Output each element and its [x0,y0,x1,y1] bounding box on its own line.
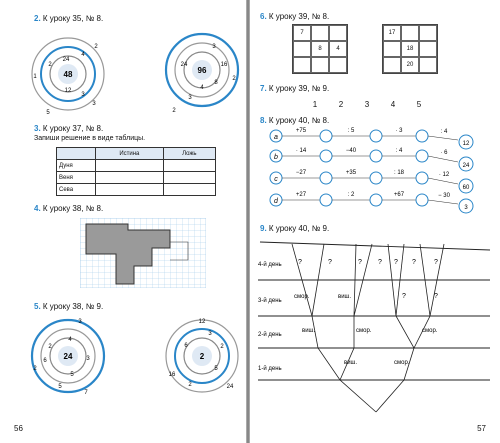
grid-cell [329,25,347,41]
grid-cell [293,41,311,57]
chain-start-label: d [274,198,278,205]
ring-label: 3 [208,331,212,337]
grid-cell: 7 [293,25,311,41]
exercise-number: 7. [260,84,267,93]
grid-cell [311,57,329,73]
chain-d [270,192,473,213]
exercise-8-heading [260,116,329,125]
center-value: 24 [63,352,73,361]
chain-operation: : 4 [440,129,448,135]
table-header [57,148,96,160]
table-cell: Дуня [57,160,96,172]
chain-operation: +35 [345,170,357,176]
ring-label: 2 [220,344,224,350]
chain-a [270,128,473,149]
exercise-6-heading [260,12,329,21]
table-cell [96,184,164,196]
grid-cell [419,57,437,73]
chain-operation: : 4 [395,148,403,154]
ring-label: 3 [188,95,192,101]
concentric-circles-b [160,26,240,118]
table-row [57,172,216,184]
ring-label: 6 [43,358,47,364]
ring-label: 5 [214,366,218,372]
chain-operation: : 2 [347,192,355,198]
day-label: 3-й день [258,298,282,304]
grid-cell [293,57,311,73]
exercise-3-heading [34,124,103,133]
exercise-5-heading [34,302,103,311]
tree-node-label: ? [394,259,398,266]
chain-node [416,130,428,142]
grid-cell [329,57,347,73]
tree-node-label: смор. [356,328,372,334]
chain-operation: +27 [295,192,307,198]
ring-label: 3 [92,101,96,107]
exercise-number: 5. [34,302,41,311]
ring-label: 7 [84,390,88,396]
table-cell [163,172,215,184]
concentric-circles-c [28,312,108,402]
tree-node-label: ? [358,259,362,266]
chain-end-value: 3 [464,205,468,211]
exercise-title: К уроку 35, № 8. [42,14,104,23]
table-header: Истина [96,148,164,160]
tree-node-label: ? [434,259,438,266]
ring-label: 2 [172,108,176,114]
exercise-number: 8. [260,116,267,125]
sequence-item: 2 [338,100,344,109]
chain-operation: : 18 [393,170,405,176]
table-header: Ложь [163,148,215,160]
tree-node-label: виш. [338,294,352,300]
day-label: 2-й день [258,332,282,338]
chain-operation: −40 [345,148,357,154]
ring-label: 2 [48,62,52,68]
chain-node [370,194,382,206]
exercise-title: К уроку 38, № 8. [42,204,104,213]
exercise-title: К уроку 40, № 9. [268,224,330,233]
exercise-7-heading [260,84,329,93]
tree-node-label: виш. [344,360,358,366]
chain-operation: · 6 [440,150,448,156]
ring-label: 12 [64,88,72,94]
exercise-title: К уроку 39, № 8. [268,12,330,21]
number-grid-a [292,24,348,74]
chain-operation: −27 [295,170,307,176]
grid-cell [383,57,401,73]
branching-tree-diagram [254,236,496,414]
tree-node-label: ? [412,259,416,266]
tree-node-label: смор. [422,328,438,334]
sequence-item: 4 [390,100,396,109]
ring-label: 6 [184,343,188,349]
right-page [250,0,500,443]
grid-cell [419,25,437,41]
tree-node-label: смор. [394,360,410,366]
number-grid-b [382,24,438,74]
ring-label: 8 [214,80,218,86]
chain-node [320,130,332,142]
day-label: 4-й день [258,262,282,268]
ring-label: 3 [212,44,216,50]
chain-operation: +67 [393,192,405,198]
exercise-note: Запиши решение в виде таблицы. [34,135,146,142]
exercise-title: К уроку 39, № 9. [268,84,330,93]
chain-node [370,172,382,184]
chain-c [270,170,473,193]
sequence-item: 1 [312,100,318,109]
ring-label: 3 [86,356,90,362]
center-value: 2 [199,352,205,361]
level-line [260,242,490,250]
tree-node-label: ? [328,259,332,266]
chain-node [370,150,382,162]
chain-start-label: c [274,176,278,183]
grid-cell [419,41,437,57]
ring-label: 16 [168,372,176,378]
exercise-title: К уроку 40, № 8. [268,116,330,125]
page-number: 57 [477,424,486,433]
page-number: 56 [14,424,23,433]
left-page [0,0,246,443]
ring-label: 5 [58,384,62,390]
chain-node [370,130,382,142]
number-sequence [302,100,432,109]
exercise-4-heading [34,204,103,213]
chain-operation: +75 [295,128,307,134]
chain-operation: · 14 [295,148,307,154]
exercise-title: К уроку 38, № 9. [42,302,104,311]
ring-label: 24 [226,384,234,390]
exercise-number: 2. [34,14,41,23]
ring-label: 2 [33,366,37,372]
chain-node [320,150,332,162]
chain-node [320,172,332,184]
grid-cell: 18 [401,41,419,57]
chain-node [416,172,428,184]
table-cell [96,160,164,172]
ring-label: 2 [48,344,52,350]
center-value: 48 [63,70,73,79]
tree-node-label: ? [434,293,438,300]
grid-cell: 4 [329,41,347,57]
chain-operation: : 5 [347,128,355,134]
ring-label: 2 [188,382,192,388]
tree-node-label: виш. [302,328,316,334]
ring-label: 1 [33,74,37,80]
exercise-9-heading [260,224,329,233]
exercise-number: 4. [34,204,41,213]
grid-cell [383,41,401,57]
exercise-number: 3. [34,124,41,133]
grid-cell: 8 [311,41,329,57]
chain-operation: · 12 [438,172,450,178]
chain-operation: − 30 [438,193,450,199]
concentric-circles-a [28,26,108,118]
ring-label: 4 [81,52,85,58]
chain-node [320,194,332,206]
ring-label: 24 [62,57,70,63]
tree-node-label: ? [402,293,406,300]
ring-label: 3 [81,92,85,98]
ring-label: 5 [70,372,74,378]
chain-start-label: a [274,134,278,141]
concentric-circles-d [160,312,240,402]
grid-cell [311,25,329,41]
tree-node-label: ? [298,259,302,266]
tree-node-label: смор. [294,294,310,300]
operation-chains [268,126,480,214]
chain-operation: · 3 [395,128,403,134]
grid-figure [80,218,206,288]
grid-cell: 17 [383,25,401,41]
exercise-number: 6. [260,12,267,21]
exercise-2-heading [34,14,103,23]
grid-cell [401,25,419,41]
sequence-item: 5 [416,100,422,109]
table-cell [163,160,215,172]
ring-label: 24 [180,62,188,68]
table-cell [96,172,164,184]
tree-node-label: ? [378,259,382,266]
table-row [57,160,216,172]
exercise-number: 9. [260,224,267,233]
chain-b [270,148,473,171]
chain-end-value: 12 [462,141,470,147]
chain-node [416,194,428,206]
ring-label: 2 [94,44,98,50]
table-cell [163,184,215,196]
ring-label: 3 [78,319,82,325]
table-cell: Сева [57,184,96,196]
exercise-title: К уроку 37, № 8. [42,124,104,133]
table-row [57,184,216,196]
chain-end-value: 24 [462,163,470,169]
truth-table [56,147,216,196]
chain-end-value: 60 [462,185,470,191]
ring-label: 4 [200,85,204,91]
chain-start-label: b [274,154,278,161]
sequence-item: 3 [364,100,370,109]
ring-label: 2 [232,76,236,82]
grid-cell: 20 [401,57,419,73]
table-cell: Веня [57,172,96,184]
ring-label: 4 [68,337,72,343]
ring-label: 16 [220,62,228,68]
day-label: 1-й день [258,366,282,372]
center-value: 96 [197,66,207,75]
chain-node [416,150,428,162]
ring-label: 5 [46,110,50,116]
ring-label: 12 [198,319,206,325]
